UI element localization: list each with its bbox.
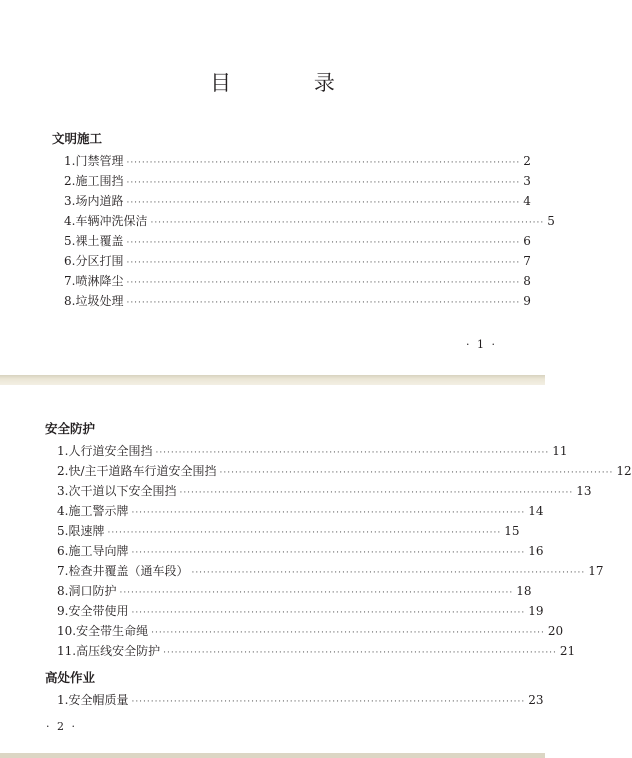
toc-entry-page: 8 <box>523 274 531 288</box>
toc-entry-label: 4.施工警示牌 <box>57 504 129 518</box>
toc-entry-page: 7 <box>523 254 531 268</box>
toc-entry[interactable] <box>64 191 531 211</box>
toc-entry-page: 21 <box>559 644 576 658</box>
toc-entry-page: 11 <box>552 444 568 458</box>
leader-dots: ······································································································ <box>126 198 521 208</box>
toc-entry-label: 9.安全带使用 <box>57 604 129 618</box>
toc-entry[interactable] <box>57 521 520 541</box>
toc-entry-label: 4.车辆冲洗保洁 <box>64 214 148 228</box>
leader-dots: ······································································································ <box>126 178 521 188</box>
toc-entry[interactable] <box>64 271 531 291</box>
toc-entry-label: 11.高压线安全防护 <box>57 644 161 658</box>
toc-entry[interactable] <box>57 561 604 581</box>
leader-dots: ······································································································ <box>126 278 521 288</box>
leader-dots: ······································································································ <box>126 258 521 268</box>
toc-entry-page: 12 <box>616 464 632 478</box>
toc-entry-page: 19 <box>528 604 544 618</box>
toc-list-anquan <box>57 441 632 661</box>
toc-entry-label: 2.施工围挡 <box>64 174 124 188</box>
toc-entry-label: 10.安全带生命绳 <box>57 624 149 638</box>
toc-entry-page: 17 <box>588 564 604 578</box>
section-heading-wenming: 文明施工 <box>52 131 103 146</box>
toc-entry[interactable] <box>57 481 592 501</box>
toc-entry[interactable] <box>64 211 555 231</box>
leader-dots: ······································································································ <box>191 568 586 578</box>
leader-dots: ······································································································ <box>131 548 526 558</box>
toc-entry-label: 1.门禁管理 <box>64 154 124 168</box>
toc-list-gaochu <box>57 690 544 710</box>
toc-entry-page: 5 <box>547 214 555 228</box>
toc-entry-label: 7.喷淋降尘 <box>64 274 124 288</box>
toc-entry-page: 6 <box>523 234 531 248</box>
leader-dots: ······································································································ <box>219 468 614 478</box>
toc-entry-page: 3 <box>523 174 531 188</box>
leader-dots: ······································································································ <box>126 298 521 308</box>
toc-entry-page: 18 <box>516 584 532 598</box>
leader-dots: ······································································································ <box>151 628 545 638</box>
toc-entry[interactable] <box>57 461 632 481</box>
leader-dots: ······································································································ <box>163 648 557 658</box>
toc-entry[interactable] <box>57 441 568 461</box>
toc-entry-label: 5.限速牌 <box>57 524 105 538</box>
toc-entry[interactable] <box>64 171 531 191</box>
toc-entry-page: 20 <box>547 624 564 638</box>
leader-dots: ······································································································ <box>126 158 521 168</box>
toc-entry-page: 23 <box>528 693 544 707</box>
leader-dots: ······································································································ <box>131 608 526 618</box>
toc-entry-label: 5.裸土覆盖 <box>64 234 124 248</box>
leader-dots: ······································································································ <box>119 588 514 598</box>
toc-entry[interactable] <box>57 690 544 710</box>
section-heading-anquan: 安全防护 <box>45 421 96 436</box>
toc-entry-label: 8.垃圾处理 <box>64 294 124 308</box>
toc-entry-page: 2 <box>523 154 531 168</box>
toc-entry[interactable] <box>57 541 544 561</box>
toc-entry[interactable] <box>64 291 531 311</box>
toc-entry-label: 6.分区打围 <box>64 254 124 268</box>
toc-entry[interactable] <box>57 501 544 521</box>
toc-entry-label: 3.场内道路 <box>64 194 124 208</box>
leader-dots: ······································································································ <box>131 697 526 707</box>
leader-dots: ······································································································ <box>126 238 521 248</box>
toc-entry-page: 14 <box>528 504 544 518</box>
toc-entry[interactable] <box>64 231 531 251</box>
toc-entry-label: 8.洞口防护 <box>57 584 117 598</box>
toc-entry[interactable] <box>64 151 531 171</box>
leader-dots: ······································································································ <box>179 488 574 498</box>
leader-dots: ······································································································ <box>150 218 545 228</box>
toc-entry[interactable] <box>57 641 576 661</box>
toc-entry[interactable] <box>64 251 531 271</box>
toc-entry-page: 9 <box>523 294 531 308</box>
page-title: 目 录 <box>210 71 373 95</box>
toc-entry-label: 3.次干道以下安全围挡 <box>57 484 177 498</box>
toc-entry-label: 1.人行道安全围挡 <box>57 444 153 458</box>
toc-entry-label: 1.安全帽质量 <box>57 693 129 707</box>
toc-entry[interactable] <box>57 581 532 601</box>
page-number-2: · 2 · <box>46 720 77 733</box>
toc-entry[interactable] <box>57 601 544 621</box>
toc-entry-label: 7.检查井覆盖（通车段） <box>57 564 189 578</box>
page-separator <box>0 375 545 385</box>
page-bottom-edge <box>0 753 545 758</box>
toc-entry-page: 16 <box>528 544 544 558</box>
toc-list-wenming <box>64 151 555 311</box>
toc-entry-label: 6.施工导向牌 <box>57 544 129 558</box>
toc-entry-page: 4 <box>523 194 531 208</box>
leader-dots: ······································································································ <box>131 508 526 518</box>
page-number-1: · 1 · <box>466 338 497 351</box>
section-heading-gaochu: 高处作业 <box>45 670 96 685</box>
toc-entry-label: 2.快/主干道路车行道安全围挡 <box>57 464 217 478</box>
toc-entry-page: 13 <box>576 484 592 498</box>
toc-entry-page: 15 <box>504 524 520 538</box>
toc-entry[interactable] <box>57 621 564 641</box>
leader-dots: ······································································································ <box>107 528 502 538</box>
leader-dots: ······································································································ <box>155 448 550 458</box>
